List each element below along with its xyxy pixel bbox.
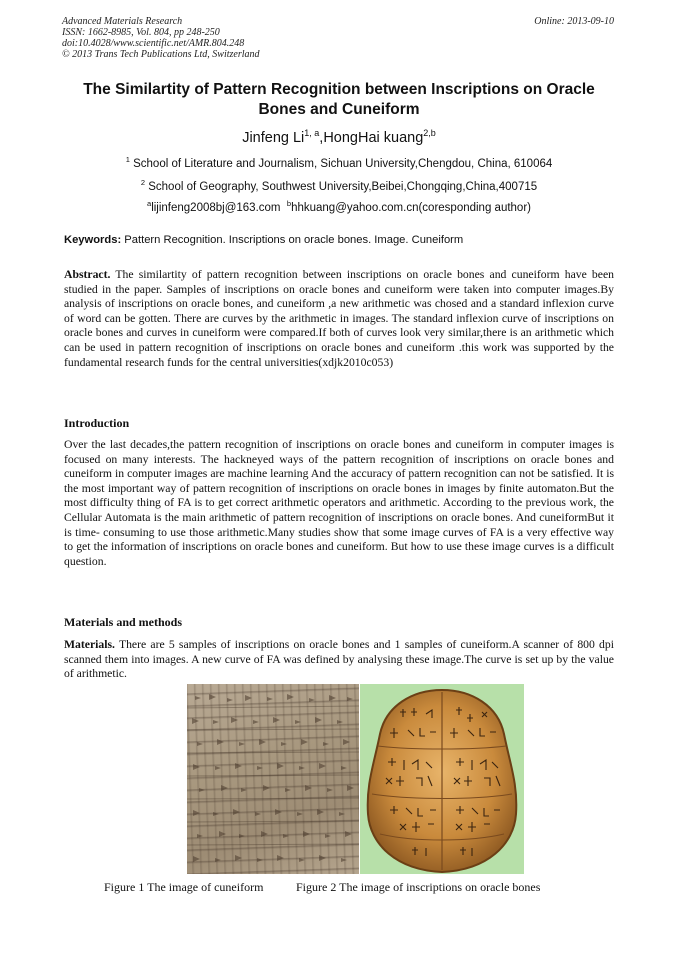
materials-paragraph	[64, 638, 614, 682]
journal-header	[62, 16, 260, 60]
affiliation-1	[0, 155, 678, 170]
affiliation-2-mark: 2	[140, 178, 146, 187]
journal-name: Advanced Materials Research	[62, 16, 183, 27]
author-separator: ,	[319, 129, 324, 146]
paper-title	[40, 80, 638, 120]
materials-text: There are 5 samples of inscriptions on oracle bones and 1 samples of cuneiform.A scanner of 800 dpi scanned them into images. A new curve of FA was defined by analysing these image.The curve is set up by the value of arithmetic.	[64, 638, 614, 681]
journal-doi[interactable]: doi:10.4028/www.scientific.net/AMR.804.248	[62, 38, 245, 49]
abstract-text: The similartity of pattern recognition between inscriptions on oracle bones and cuneiform have been studied in the paper. Samples of inscriptions on oracle bones and cuneiform were taken into computer images.By analysis of inscriptions on oracle bones, and cuneiform ,a new arithmetic was chosed and a standard inflexion curve of word can be gotten. There are curves by the arithmetic in images. The standard inflexion curve of inscriptions on oracle bones and curves in cuneiform were compared.If both of curves look very similar,there is an arithmetic which can be used in pattern recognition of inscriptions on oracle bones and cuneiform .this work was supported by the fundamental research funds for the central universities(xdjk2010c053)	[64, 268, 614, 369]
author-1-affiliation-mark: 1, a	[304, 128, 320, 138]
keywords-label: Keywords:	[64, 234, 122, 246]
cuneiform-marks	[187, 684, 359, 874]
keywords	[64, 234, 624, 246]
abstract-label: Abstract.	[64, 268, 111, 281]
affiliation-2-text: School of Geography, Southwest University,Beibei,Chongqing,China,400715	[145, 180, 538, 193]
email-a[interactable]: lijinfeng2008bj@163.com	[151, 201, 281, 214]
abstract	[64, 268, 614, 370]
online-date: Online: 2013-09-10	[534, 16, 614, 27]
title-line-1: The Similartity of Pattern Recognition between Inscriptions on Oracle	[83, 81, 595, 98]
journal-copyright: © 2013 Trans Tech Publications Ltd, Switzerland	[62, 49, 260, 60]
email-line	[0, 199, 678, 214]
affiliation-1-text: School of Literature and Journalism, Sichuan University,Chengdou, China, 610064	[129, 157, 553, 170]
email-a-mark: a	[147, 199, 152, 208]
affiliation-2	[0, 178, 678, 193]
email-b-mark: b	[286, 199, 292, 208]
cuneiform-image	[187, 684, 359, 874]
oracle-bone-shell	[360, 684, 524, 874]
materials-label: Materials.	[64, 638, 115, 651]
keywords-text: Pattern Recognition. Inscriptions on oracle bones. Image. Cuneiform	[121, 234, 464, 246]
author-1: Jinfeng Li	[242, 129, 305, 146]
methods-heading: Materials and methods	[64, 615, 182, 629]
affiliation-1-mark: 1	[125, 155, 130, 164]
email-b[interactable]: hhkuang@yahoo.com.cn(coresponding author)	[291, 201, 531, 214]
figure-2-caption: Figure 2 The image of inscriptions on oracle bones	[296, 880, 541, 894]
title-line-2: Bones and Cuneiform	[258, 101, 420, 118]
figure-1-caption: Figure 1 The image of cuneiform	[104, 880, 264, 894]
author-2-affiliation-mark: 2,b	[423, 128, 436, 138]
introduction-heading: Introduction	[64, 416, 130, 430]
journal-issn: ISSN: 1662-8985, Vol. 804, pp 248-250	[62, 27, 220, 38]
author-2: HongHai kuang	[323, 129, 424, 146]
introduction-paragraph: Over the last decades,the pattern recognition of inscriptions on oracle bones and cuneiform in computer images is focused on many interests. The hackneyed ways of the pattern recognition of inscriptions on oracle bones and cuneiform in computer images are machine learning And the accuracy of pattern recognition can not be satisfied. It is the most important way of pattern recognition of inscriptions on oracle bones in images by finite automaton.But the most difficulty thing of FA is to get correct arithmetic operators and arithmetic. According to the previous work, the Cellular Automata is the main arithmetic of pattern recognition of inscriptions on oracle bones. And cuneiformBut it is time- consuming to use those arithmetic.Many studies show that some image curves of FA is a very effective way to get the information of inscriptions on oracle bones and cuneiform. But how to use these image curves is a difficult question.	[64, 438, 614, 568]
oracle-bone-image	[360, 684, 524, 874]
author-line	[0, 128, 678, 146]
